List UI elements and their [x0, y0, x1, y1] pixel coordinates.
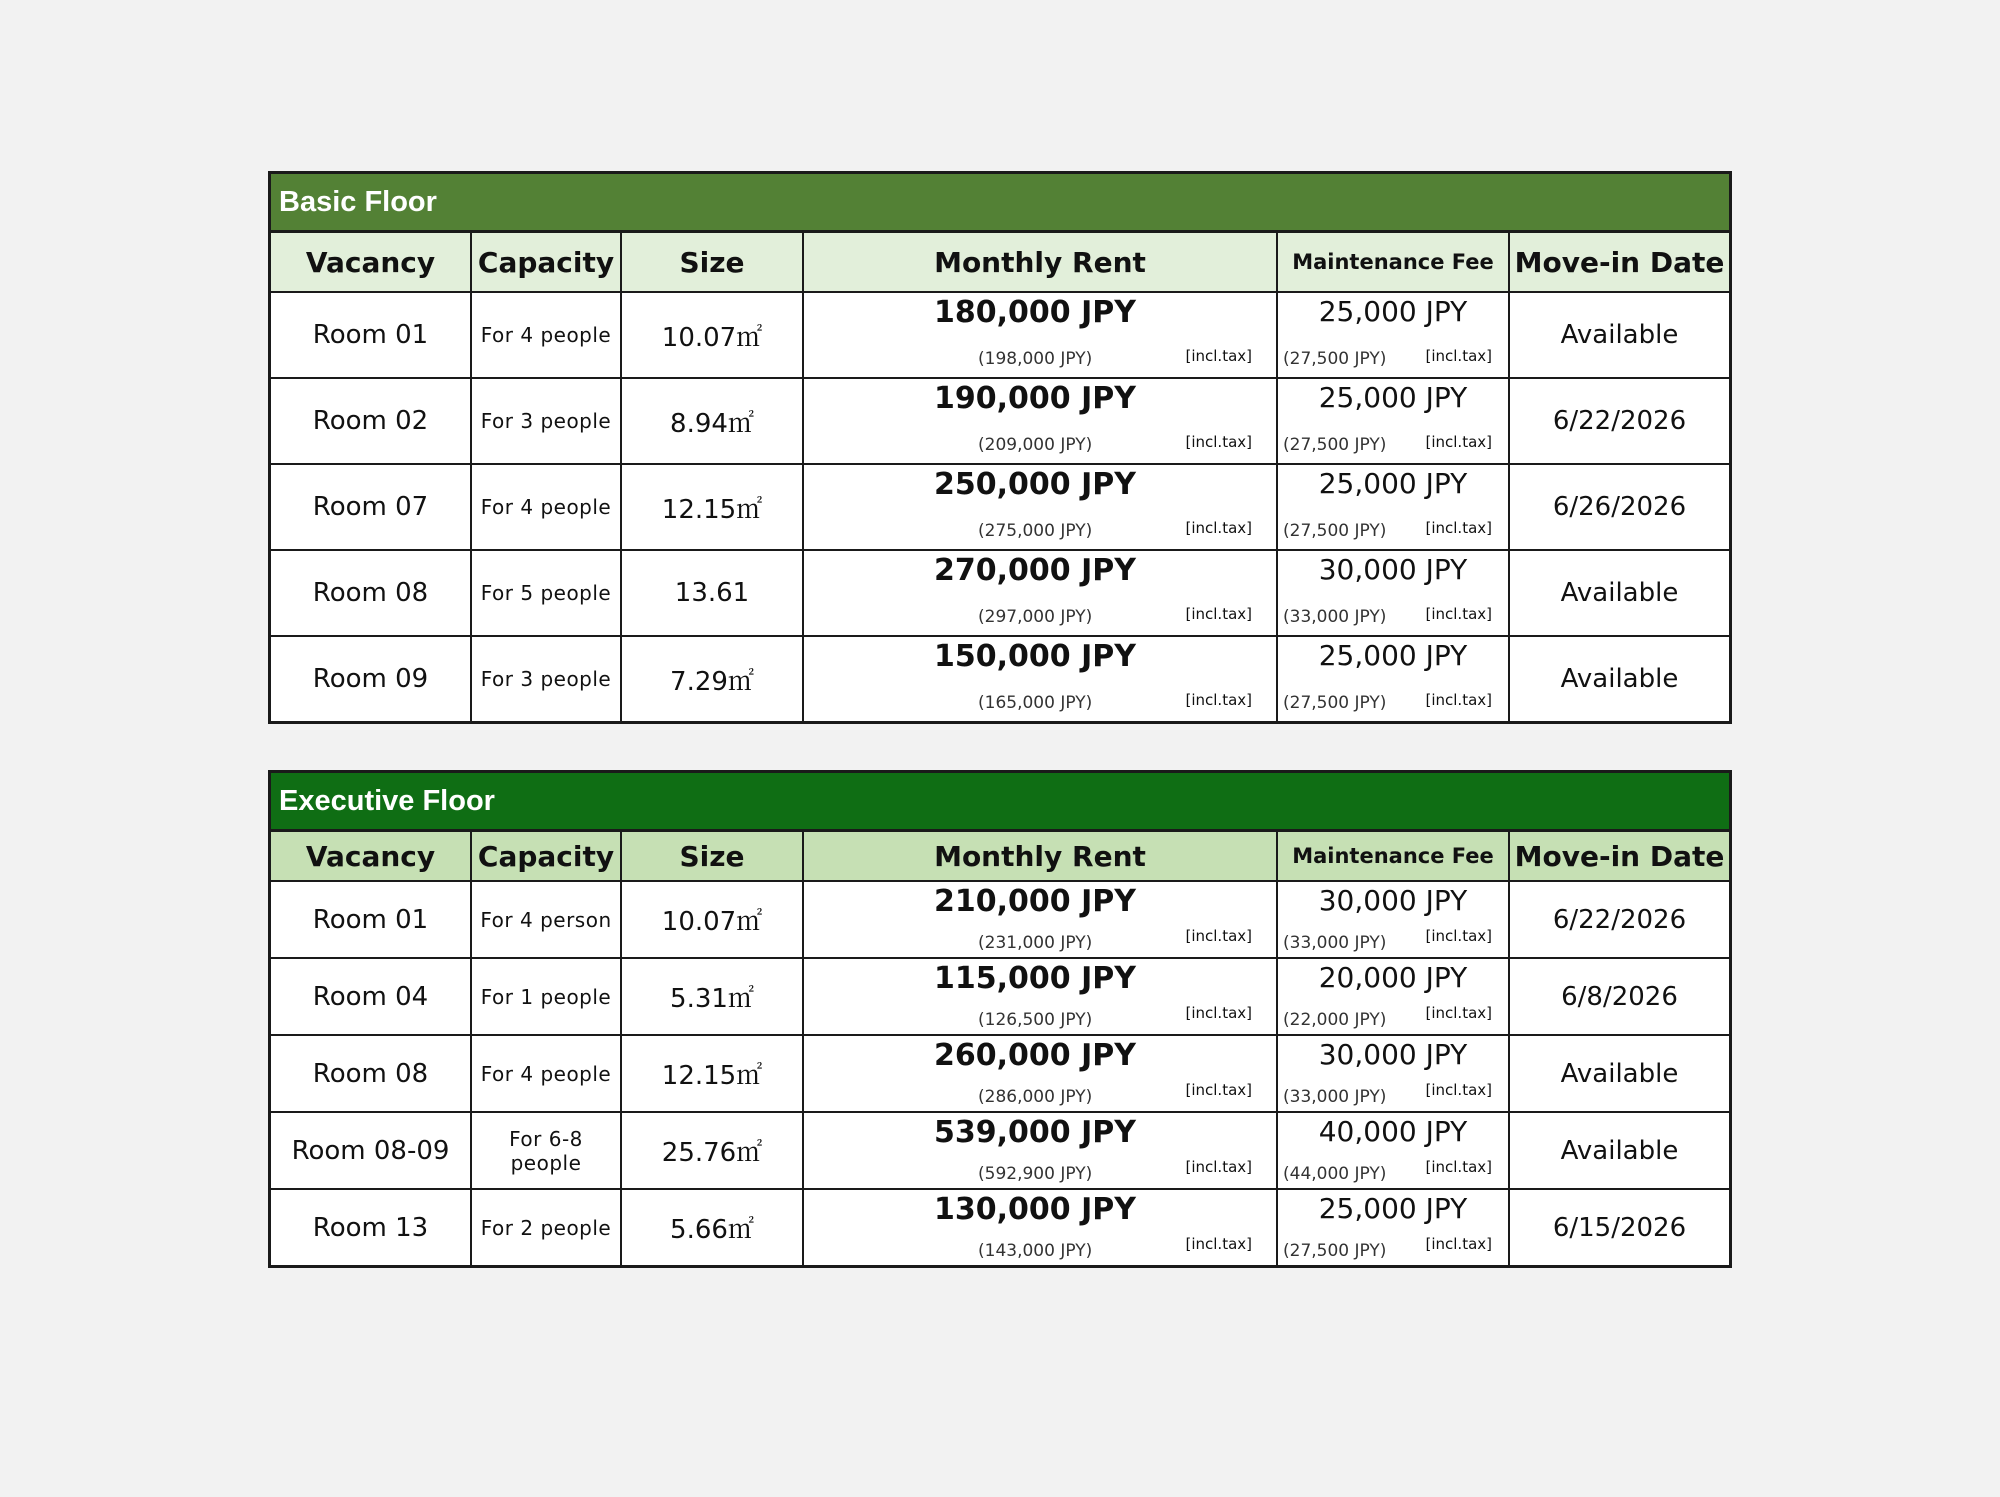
vacancy-cell: Room 13 — [271, 1189, 471, 1265]
fee-amount: 30,000 JPY — [1318, 1038, 1468, 1071]
capacity-cell: For 3 people — [471, 378, 621, 464]
rent-amount: 260,000 JPY — [934, 1038, 1136, 1073]
capacity-cell: For 4 people — [471, 1035, 621, 1112]
move-in-date-cell: 6/26/2026 — [1509, 464, 1729, 550]
vacancy-table — [271, 233, 1729, 721]
move-in-date-cell: Available — [1509, 292, 1729, 378]
rent-amount: 130,000 JPY — [934, 1192, 1136, 1227]
monthly-rent-cell — [803, 550, 1277, 636]
rent-amount: 180,000 JPY — [934, 295, 1136, 330]
move-in-date-cell: 6/8/2026 — [1509, 958, 1729, 1035]
header-row — [271, 832, 1729, 881]
fee-tax-amount: (33,000 JPY) — [1283, 607, 1387, 627]
maintenance-fee-cell — [1277, 292, 1509, 378]
move-in-date-cell: Available — [1509, 550, 1729, 636]
monthly-rent-cell — [803, 958, 1277, 1035]
capacity-cell: For 4 people — [471, 464, 621, 550]
rent-amount: 270,000 JPY — [934, 553, 1136, 588]
rent-amount: 115,000 JPY — [934, 961, 1136, 996]
table-row — [271, 881, 1729, 958]
rent-amount: 210,000 JPY — [934, 884, 1136, 919]
maintenance-fee-cell — [1277, 636, 1509, 721]
rent-tax-amount: (275,000 JPY) — [978, 521, 1093, 541]
tax-label: [incl.tax] — [1185, 347, 1252, 365]
maintenance-fee-cell — [1277, 378, 1509, 464]
size-cell: 12.15㎡ — [621, 1035, 803, 1112]
maintenance-fee-cell — [1277, 958, 1509, 1035]
size-cell: 5.66㎡ — [621, 1189, 803, 1265]
vacancy-cell: Room 08-09 — [271, 1112, 471, 1189]
maintenance-fee-cell — [1277, 1112, 1509, 1189]
header-move-in-date: Move-in Date — [1509, 832, 1729, 881]
monthly-rent-cell — [803, 636, 1277, 721]
size-cell: 12.15㎡ — [621, 464, 803, 550]
header-size: Size — [621, 832, 803, 881]
vacancy-cell: Room 01 — [271, 881, 471, 958]
fee-amount: 40,000 JPY — [1318, 1115, 1468, 1148]
tax-label: [incl.tax] — [1425, 519, 1492, 537]
header-capacity: Capacity — [471, 832, 621, 881]
move-in-date-cell: Available — [1509, 1035, 1729, 1112]
vacancy-cell: Room 02 — [271, 378, 471, 464]
rent-tax-amount: (592,900 JPY) — [978, 1164, 1093, 1184]
tax-label: [incl.tax] — [1185, 519, 1252, 537]
executive-floor-table — [268, 770, 1732, 1268]
tax-label: [incl.tax] — [1425, 1081, 1492, 1099]
fee-amount: 20,000 JPY — [1318, 961, 1468, 994]
fee-amount: 25,000 JPY — [1318, 639, 1468, 672]
capacity-cell: For 5 people — [471, 550, 621, 636]
fee-amount: 30,000 JPY — [1318, 884, 1468, 917]
tax-label: [incl.tax] — [1185, 1235, 1252, 1253]
fee-tax-amount: (44,000 JPY) — [1283, 1164, 1387, 1184]
table-body — [271, 881, 1729, 1265]
tax-label: [incl.tax] — [1185, 691, 1252, 709]
tax-label: [incl.tax] — [1425, 347, 1492, 365]
rent-tax-amount: (198,000 JPY) — [978, 349, 1093, 369]
size-cell: 13.61 — [621, 550, 803, 636]
capacity-cell: For 4 person — [471, 881, 621, 958]
header-maintenance-fee: Maintenance Fee — [1277, 832, 1509, 881]
header-maintenance-fee: Maintenance Fee — [1277, 233, 1509, 292]
capacity-cell: For 3 people — [471, 636, 621, 721]
move-in-date-cell: 6/22/2026 — [1509, 378, 1729, 464]
tax-label: [incl.tax] — [1185, 1081, 1252, 1099]
maintenance-fee-cell — [1277, 881, 1509, 958]
fee-tax-amount: (27,500 JPY) — [1283, 693, 1387, 713]
fee-amount: 25,000 JPY — [1318, 467, 1468, 500]
vacancy-cell: Room 08 — [271, 1035, 471, 1112]
tax-label: [incl.tax] — [1425, 1158, 1492, 1176]
table-row — [271, 636, 1729, 721]
capacity-cell: For 6-8 people — [471, 1112, 621, 1189]
fee-tax-amount: (33,000 JPY) — [1283, 1087, 1387, 1107]
move-in-date-cell: 6/22/2026 — [1509, 881, 1729, 958]
header-capacity: Capacity — [471, 233, 621, 292]
rent-tax-amount: (286,000 JPY) — [978, 1087, 1093, 1107]
tax-label: [incl.tax] — [1425, 691, 1492, 709]
size-cell: 10.07㎡ — [621, 292, 803, 378]
rent-amount: 539,000 JPY — [934, 1115, 1136, 1150]
capacity-cell: For 1 people — [471, 958, 621, 1035]
size-cell: 8.94㎡ — [621, 378, 803, 464]
table-row — [271, 464, 1729, 550]
tax-label: [incl.tax] — [1185, 1004, 1252, 1022]
table-row — [271, 1112, 1729, 1189]
header-vacancy: Vacancy — [271, 233, 471, 292]
vacancy-cell: Room 09 — [271, 636, 471, 721]
vacancy-table — [271, 832, 1729, 1265]
vacancy-cell: Room 08 — [271, 550, 471, 636]
rent-tax-amount: (209,000 JPY) — [978, 435, 1093, 455]
rent-tax-amount: (297,000 JPY) — [978, 607, 1093, 627]
fee-tax-amount: (33,000 JPY) — [1283, 933, 1387, 953]
header-move-in-date: Move-in Date — [1509, 233, 1729, 292]
maintenance-fee-cell — [1277, 464, 1509, 550]
header-monthly-rent: Monthly Rent — [803, 832, 1277, 881]
table-row — [271, 1035, 1729, 1112]
move-in-date-cell: Available — [1560, 664, 1679, 694]
rent-tax-amount: (231,000 JPY) — [978, 933, 1093, 953]
table-row — [271, 378, 1729, 464]
header-vacancy: Vacancy — [271, 832, 471, 881]
capacity-cell: For 4 people — [471, 292, 621, 378]
table-row — [271, 292, 1729, 378]
tax-label: [incl.tax] — [1425, 433, 1492, 451]
size-cell: 10.07㎡ — [621, 881, 803, 958]
maintenance-fee-cell — [1277, 1035, 1509, 1112]
size-cell: 25.76㎡ — [621, 1112, 803, 1189]
rent-amount: 190,000 JPY — [934, 381, 1136, 416]
fee-amount: 25,000 JPY — [1318, 295, 1468, 328]
rent-tax-amount: (126,500 JPY) — [978, 1010, 1093, 1030]
tax-label: [incl.tax] — [1185, 605, 1252, 623]
fee-amount: 25,000 JPY — [1318, 381, 1468, 414]
vacancy-cell: Room 01 — [271, 292, 471, 378]
table-body — [271, 292, 1729, 721]
tax-label: [incl.tax] — [1425, 605, 1492, 623]
fee-tax-amount: (27,500 JPY) — [1283, 435, 1387, 455]
monthly-rent-cell — [803, 1035, 1277, 1112]
vacancy-cell: Room 04 — [271, 958, 471, 1035]
monthly-rent-cell — [803, 464, 1277, 550]
tax-label: [incl.tax] — [1185, 927, 1252, 945]
move-in-date-cell: Available — [1509, 1112, 1729, 1189]
size-cell: 7.29㎡ — [621, 636, 803, 721]
fee-tax-amount: (27,500 JPY) — [1283, 349, 1387, 369]
monthly-rent-cell — [803, 1189, 1277, 1265]
fee-tax-amount: (27,500 JPY) — [1283, 1241, 1387, 1261]
tax-label: [incl.tax] — [1425, 1235, 1492, 1253]
rent-tax-amount: (165,000 JPY) — [978, 693, 1093, 713]
capacity-cell: For 2 people — [471, 1189, 621, 1265]
monthly-rent-cell — [803, 378, 1277, 464]
monthly-rent-cell — [803, 292, 1277, 378]
tax-label: [incl.tax] — [1425, 1004, 1492, 1022]
header-monthly-rent: Monthly Rent — [803, 233, 1277, 292]
tax-label: [incl.tax] — [1185, 433, 1252, 451]
header-row — [271, 233, 1729, 292]
move-in-date-cell: 6/15/2026 — [1552, 1212, 1687, 1243]
tax-label: [incl.tax] — [1425, 927, 1492, 945]
maintenance-fee-cell — [1277, 550, 1509, 636]
maintenance-fee-cell — [1277, 1189, 1509, 1265]
fee-amount: 25,000 JPY — [1318, 1192, 1468, 1225]
floor-title: Executive Floor — [271, 773, 1729, 832]
size-cell: 5.31㎡ — [621, 958, 803, 1035]
table-row — [271, 958, 1729, 1035]
rent-amount: 150,000 JPY — [934, 639, 1136, 674]
monthly-rent-cell — [803, 881, 1277, 958]
fee-amount: 30,000 JPY — [1318, 553, 1468, 586]
monthly-rent-cell — [803, 1112, 1277, 1189]
basic-floor-table — [268, 171, 1732, 724]
header-size: Size — [621, 233, 803, 292]
rent-amount: 250,000 JPY — [934, 467, 1136, 502]
fee-tax-amount: (22,000 JPY) — [1283, 1010, 1387, 1030]
tax-label: [incl.tax] — [1185, 1158, 1252, 1176]
rent-tax-amount: (143,000 JPY) — [978, 1241, 1093, 1261]
table-row — [271, 1189, 1729, 1265]
table-row — [271, 550, 1729, 636]
floor-title: Basic Floor — [271, 174, 1729, 233]
fee-tax-amount: (27,500 JPY) — [1283, 521, 1387, 541]
vacancy-cell: Room 07 — [271, 464, 471, 550]
